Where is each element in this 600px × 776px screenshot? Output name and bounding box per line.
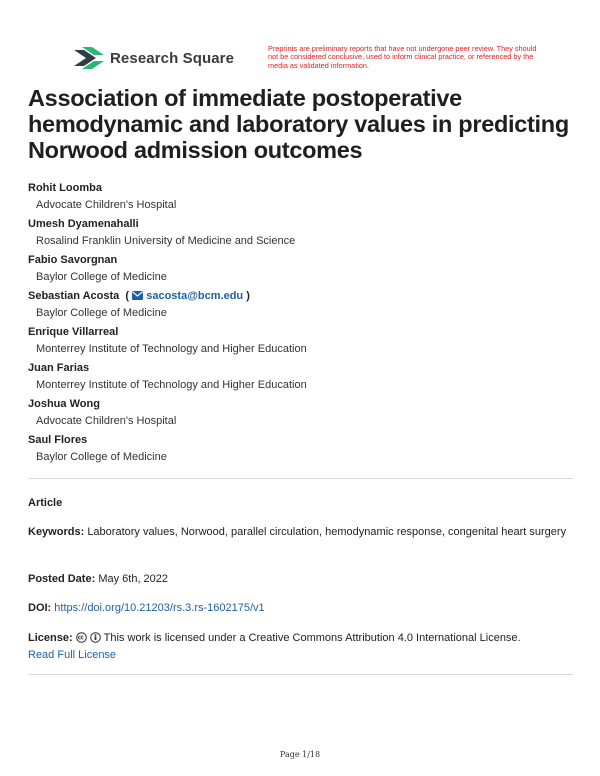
- article-type-label: Article: [28, 497, 63, 509]
- email-open-paren: (: [122, 290, 130, 302]
- read-full-license-link[interactable]: Read Full License: [28, 649, 117, 661]
- keywords-value: Laboratory values, Norwood, parallel circulation, hemodynamic response, congenital heart surgery: [87, 526, 567, 538]
- logo-text: Research Square: [110, 49, 235, 67]
- posted-date-label: Posted Date:: [28, 573, 96, 585]
- author-affiliation: Monterrey Institute of Technology and Higher Education: [36, 379, 307, 391]
- author-name[interactable]: Umesh Dyamenahalli: [28, 218, 139, 230]
- paper-title: Association of immediate postoperative hemodynamic and laboratory values in predicting Norwood admission outcomes: [28, 85, 569, 163]
- author-entry: [28, 360, 573, 396]
- author-name[interactable]: Saul Flores: [28, 434, 88, 446]
- author-email: sacosta@bcm.edu: [146, 290, 244, 302]
- author-entry: [28, 252, 573, 288]
- keywords-label: Keywords:: [28, 526, 85, 538]
- license: [28, 630, 573, 664]
- attribution-icon[interactable]: [90, 632, 101, 643]
- license-text: This work is licensed under a Creative Commons Attribution 4.0 International License.: [103, 632, 521, 644]
- author-name[interactable]: Joshua Wong: [28, 398, 100, 410]
- author-email-link[interactable]: [132, 290, 246, 302]
- posted-date: [28, 571, 573, 588]
- author-name[interactable]: Juan Farias: [28, 362, 90, 374]
- author-entry: [28, 396, 573, 432]
- author-name[interactable]: Sebastian Acosta: [28, 290, 120, 302]
- page-number: Page 1/18: [279, 750, 321, 759]
- divider: [28, 478, 573, 479]
- keywords: [28, 524, 573, 541]
- research-square-logo[interactable]: [74, 47, 234, 69]
- posted-date-value: May 6th, 2022: [98, 573, 169, 585]
- preprint-notice: Preprints are preliminary reports that have not undergone peer review. They should not be considered conclusive, used to inform clinical practice, or referenced by the media as validated information.: [268, 44, 537, 70]
- author-entry: [28, 432, 573, 468]
- email-close-paren: ): [246, 290, 250, 302]
- license-label: License:: [28, 632, 73, 644]
- author-affiliation: Baylor College of Medicine: [36, 271, 167, 283]
- author-entry: [28, 288, 573, 324]
- author-affiliation: Rosalind Franklin University of Medicine and Science: [36, 235, 296, 247]
- author-entry: [28, 324, 573, 360]
- author-affiliation: Baylor College of Medicine: [36, 307, 167, 319]
- article-type: [28, 495, 573, 512]
- author-name[interactable]: Enrique Villarreal: [28, 326, 119, 338]
- author-affiliation: Advocate Children's Hospital: [36, 415, 177, 427]
- author-affiliation: Baylor College of Medicine: [36, 451, 167, 463]
- creative-commons-icon[interactable]: [76, 632, 87, 643]
- author-name-with-email: [28, 288, 573, 304]
- divider: [28, 674, 573, 675]
- author-entry: [28, 180, 573, 216]
- author-entry: [28, 216, 573, 252]
- author-name[interactable]: Rohit Loomba: [28, 182, 102, 194]
- research-square-logo-icon: [74, 47, 104, 69]
- author-list: [28, 180, 573, 468]
- doi-link[interactable]: https://doi.org/10.21203/rs.3.rs-1602175/v1: [54, 602, 265, 614]
- envelope-icon: [132, 291, 143, 300]
- doi-label: DOI:: [28, 602, 52, 614]
- author-name[interactable]: Fabio Savorgnan: [28, 254, 118, 266]
- author-affiliation: Advocate Children's Hospital: [36, 199, 177, 211]
- author-affiliation: Monterrey Institute of Technology and Higher Education: [36, 343, 307, 355]
- doi: [28, 600, 573, 617]
